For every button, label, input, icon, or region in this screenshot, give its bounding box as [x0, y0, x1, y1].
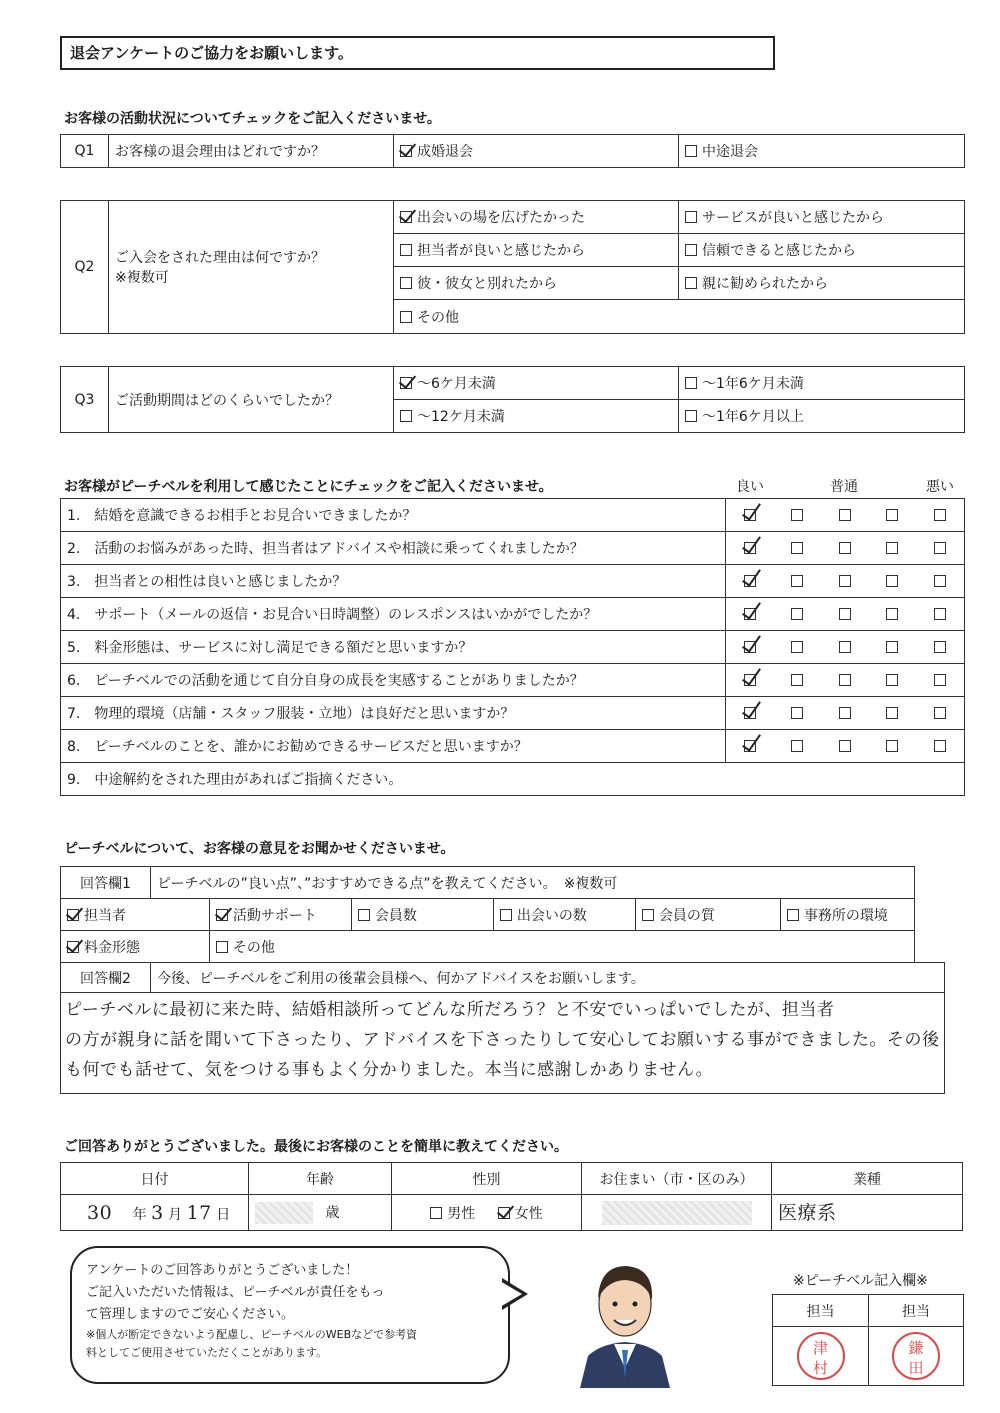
q1-number: Q1 [61, 135, 109, 168]
age-unit: 歳 [325, 1204, 340, 1221]
rating-header-normal: 普通 [830, 479, 858, 495]
q2-number: Q2 [61, 201, 109, 334]
rating-checkbox-icon[interactable] [839, 707, 851, 719]
checkbox-icon[interactable] [642, 909, 654, 921]
answer1-option-1[interactable]: 活動サポート [209, 899, 351, 931]
rating-checkbox-icon[interactable] [839, 608, 851, 620]
date-year-unit: 年 [132, 1206, 147, 1223]
q3-option-2[interactable]: ～12ケ月未満 [394, 400, 679, 433]
rating-checkbox-icon[interactable] [791, 608, 803, 620]
staff-table [772, 1294, 964, 1386]
address-redacted [602, 1201, 752, 1225]
stamp-text-1: 津村 [812, 1339, 828, 1377]
staff-stamp-cell-2 [869, 1327, 964, 1386]
rating-row [61, 664, 965, 697]
date-month: 3 [151, 1201, 164, 1224]
stamp-kamata [892, 1332, 940, 1380]
rating-checkbox-icon[interactable] [934, 707, 946, 719]
rating-header-bad: 悪い [926, 479, 954, 495]
rating-checkbox-icon[interactable] [934, 542, 946, 554]
answer1-option-5[interactable]: 事務所の環境 [780, 899, 914, 931]
bubble-line-2: て管理しますのでご安心ください。 [86, 1307, 295, 1322]
profile-age[interactable] [249, 1195, 392, 1231]
checkbox-icon[interactable] [787, 909, 799, 921]
rating-checkbox-icon[interactable] [934, 740, 946, 752]
answer1-option-4[interactable]: 会員の質 [635, 899, 780, 931]
rating-question: 3. 担当者との相性は良いと感じましたか？ [61, 565, 726, 598]
rating-checkbox-icon[interactable] [791, 674, 803, 686]
q2-option-0[interactable]: 出会いの場を広げたかった [394, 201, 679, 234]
rating-checkbox-icon[interactable] [886, 707, 898, 719]
checkbox-icon[interactable] [498, 1207, 510, 1219]
rating-checkbox-icon[interactable] [886, 740, 898, 752]
rating-checkbox-icon[interactable] [839, 740, 851, 752]
rating-checkbox-icon[interactable] [934, 509, 946, 521]
eye-left [613, 1302, 618, 1307]
rating-question: 7. 物理的環境（店舗・スタッフ服装・立地）は良好だと思いますか？ [61, 697, 726, 730]
answer2-line-0: ピーチベルに最初に来た時、結婚相談所ってどんな所だろう？と不安でいっぱいでしたが、担当者 [65, 1000, 835, 1020]
rating-checkbox-icon[interactable] [791, 707, 803, 719]
q2-option-2[interactable]: 担当者が良いと感じたから [394, 234, 679, 267]
rating-checkbox-icon[interactable] [886, 674, 898, 686]
q2-option-5[interactable]: 親に勧められたから [679, 267, 965, 300]
bubble-line-1: ご記入いただいた情報は、ピーチベルが責任をもっ [86, 1285, 385, 1300]
rating-question: 4. サポート（メールの返信・お見合い日時調整）のレスポンスはいかがでしたか？ [61, 598, 726, 631]
q3-table [60, 366, 965, 433]
rating-row [61, 499, 965, 532]
stamp-tsumura [797, 1332, 845, 1380]
staff-col2-label: 担当 [869, 1295, 964, 1327]
rating-row [61, 598, 965, 631]
gender-male-label: 男性 [447, 1205, 476, 1222]
checkbox-icon[interactable] [400, 244, 412, 256]
rating-checkbox-icon[interactable] [839, 509, 851, 521]
profile-table [60, 1162, 963, 1231]
checkbox-icon[interactable] [685, 244, 697, 256]
date-day: 17 [186, 1201, 212, 1224]
section3-heading: ピーチベルについて、お客様の意見をお聞かせくださいませ。 [64, 841, 455, 857]
industry-value: 医療系 [778, 1201, 837, 1224]
rating-header-good: 良い [736, 479, 764, 495]
checkbox-icon[interactable] [500, 909, 512, 921]
profile-header-date: 日付 [61, 1163, 249, 1195]
answer2-label: 回答欄2 [61, 963, 151, 993]
rating-question: 6. ピーチベルでの活動を通じて自分自身の成長を実感することがありましたか？ [61, 664, 726, 697]
rating-checkbox-icon[interactable] [839, 674, 851, 686]
checkbox-icon[interactable] [400, 311, 412, 323]
profile-industry[interactable] [772, 1195, 963, 1231]
rating-checkbox-icon[interactable] [934, 575, 946, 587]
q2-option-4[interactable]: 彼・彼女と別れたから [394, 267, 679, 300]
rating-question: 1. 結婚を意識できるお相手とお見合いできましたか？ [61, 499, 726, 532]
staff-heading: ※ピーチベル記入欄※ [793, 1273, 928, 1289]
eye-right [633, 1302, 638, 1307]
checkbox-icon[interactable] [685, 211, 697, 223]
q3-option-0[interactable]: ～6ケ月未満 [394, 367, 679, 400]
bubble-line-3: ※個人が断定できないよう配慮し、ピーチベルのWEBなどで参考資 [86, 1328, 418, 1341]
rating-checkbox-icon[interactable] [791, 509, 803, 521]
checkbox-icon[interactable] [67, 941, 79, 953]
checkbox-icon[interactable] [400, 277, 412, 289]
answer1-option-0[interactable]: 担当者 [61, 899, 210, 931]
profile-header-age: 年齢 [249, 1163, 392, 1195]
profile-date[interactable] [61, 1195, 249, 1231]
checkbox-icon[interactable] [400, 410, 412, 422]
checkbox-icon[interactable] [358, 909, 370, 921]
q2-option-1[interactable]: サービスが良いと感じたから [679, 201, 965, 234]
rating-table [60, 498, 965, 798]
rating-checkbox-icon[interactable] [886, 509, 898, 521]
date-year: 30 [87, 1201, 113, 1224]
q2-table [60, 200, 965, 334]
profile-gender[interactable] [392, 1195, 582, 1231]
rating-checkbox-icon[interactable] [886, 608, 898, 620]
q2-option-6[interactable]: その他 [394, 300, 965, 334]
profile-header-address: お住まい（市・区のみ） [582, 1163, 772, 1195]
checkbox-icon[interactable] [400, 377, 412, 389]
rating-checkbox-icon[interactable] [934, 641, 946, 653]
checkbox-icon[interactable] [685, 410, 697, 422]
rating-checkbox-icon[interactable] [744, 707, 756, 719]
rating-row-9 [61, 763, 965, 796]
rating-row [61, 532, 965, 565]
rating-question-9: 9. 中途解約をされた理由があればご指摘ください。 [61, 763, 965, 796]
section1-heading: お客様の活動状況についてチェックをご記入くださいませ。 [64, 111, 441, 127]
answer1-table [60, 866, 915, 963]
answer2-table [60, 962, 945, 1094]
section2-heading: お客様がピーチベルを利用して感じたことにチェックをご記入くださいませ。 [64, 479, 553, 495]
rating-checkbox-icon[interactable] [791, 740, 803, 752]
checkbox-icon[interactable] [400, 211, 412, 223]
checkbox-icon[interactable] [430, 1207, 442, 1219]
checkbox-icon[interactable] [216, 941, 228, 953]
bubble-tail-inner [500, 1281, 522, 1307]
q1-question: お客様の退会理由はどれですか？ [109, 135, 394, 168]
answer2-line-2: も何でも話せて、気をつける事もよく分かりました。本当に感謝しかありません。 [65, 1060, 714, 1080]
rating-row [61, 565, 965, 598]
rating-row [61, 631, 965, 664]
rating-question: 2. 活動のお悩みがあった時、担当者はアドバイスや相談に乗ってくれましたか？ [61, 532, 726, 565]
rating-checkbox-icon[interactable] [744, 674, 756, 686]
rating-question: 5. 料金形態は、サービスに対し満足できる額だと思いますか？ [61, 631, 726, 664]
rating-checkbox-icon[interactable] [744, 575, 756, 587]
checkbox-icon[interactable] [685, 277, 697, 289]
rating-checkbox-icon[interactable] [839, 641, 851, 653]
answer1-option-7[interactable]: その他 [209, 931, 914, 963]
rating-checkbox-icon[interactable] [791, 641, 803, 653]
checkbox-icon[interactable] [216, 909, 228, 921]
rating-checkbox-icon[interactable] [791, 575, 803, 587]
staff-stamp-cell-1 [773, 1327, 869, 1386]
rating-checkbox-icon[interactable] [744, 740, 756, 752]
stamp-text-2: 鎌田 [908, 1339, 924, 1377]
rating-checkbox-icon[interactable] [886, 641, 898, 653]
answer1-label: 回答欄1 [61, 867, 151, 899]
date-day-unit: 日 [216, 1206, 231, 1223]
rating-checkbox-icon[interactable] [934, 674, 946, 686]
rating-row [61, 730, 965, 763]
rating-checkbox-icon[interactable] [934, 608, 946, 620]
q2-note: ※複数可 [115, 270, 169, 286]
rating-checkbox-icon[interactable] [744, 641, 756, 653]
thank-you-bubble [70, 1246, 510, 1384]
checkbox-icon[interactable] [685, 145, 697, 157]
answer2-line-1: の方が親身に話を聞いて下さったり、アドバイスを下さったりして安心してお願いする事ができました。その後 [65, 1030, 940, 1050]
rating-checkbox-icon[interactable] [791, 542, 803, 554]
q3-question: ご活動期間はどのくらいでしたか？ [109, 367, 394, 433]
q1-option-0[interactable]: 成婚退会 [394, 135, 679, 168]
rating-checkbox-icon[interactable] [839, 575, 851, 587]
rating-checkbox-icon[interactable] [839, 542, 851, 554]
age-redacted [255, 1202, 313, 1224]
rating-checkbox-icon[interactable] [886, 542, 898, 554]
checkbox-icon[interactable] [67, 909, 79, 921]
q2-option-3[interactable]: 信頼できると感じたから [679, 234, 965, 267]
gender-female-label: 女性 [514, 1205, 543, 1222]
staff-col1-label: 担当 [773, 1295, 869, 1327]
q2-question-cell [109, 201, 394, 334]
profile-header-industry: 業種 [772, 1163, 963, 1195]
checkbox-icon[interactable] [685, 377, 697, 389]
bubble-line-4: 料としてご使用させていただくことがあります。 [86, 1346, 328, 1359]
answer2-prompt: 今後、ピーチベルをご利用の後輩会員様へ、何かアドバイスをお願いします。 [151, 963, 945, 993]
survey-title: 退会アンケートのご協力をお願いします。 [60, 36, 775, 70]
staff-illustration [570, 1248, 680, 1388]
rating-question: 8. ピーチベルのことを、誰かにお勧めできるサービスだと思いますか？ [61, 730, 726, 763]
answer1-option-6[interactable]: 料金形態 [61, 931, 210, 963]
q2-question: ご入会をされた理由は何ですか？ [115, 250, 325, 266]
answer1-prompt: ピーチベルの”良い点”、”おすすめできる点”を教えてください。 ※複数可 [151, 867, 915, 899]
rating-checkbox-icon[interactable] [886, 575, 898, 587]
profile-header-gender: 性別 [392, 1163, 582, 1195]
q3-number: Q3 [61, 367, 109, 433]
rating-checkbox-icon[interactable] [744, 608, 756, 620]
rating-row [61, 697, 965, 730]
rating-checkbox-icon[interactable] [744, 542, 756, 554]
answer1-option-2[interactable]: 会員数 [351, 899, 493, 931]
q1-table [60, 134, 965, 168]
profile-address[interactable] [582, 1195, 772, 1231]
bubble-line-0: アンケートのご回答ありがとうございました！ [86, 1263, 359, 1278]
q3-option-1[interactable]: ～1年6ケ月未満 [679, 367, 965, 400]
q3-option-3[interactable]: ～1年6ケ月以上 [679, 400, 965, 433]
answer1-option-3[interactable]: 出会いの数 [493, 899, 635, 931]
section4-heading: ご回答ありがとうございました。最後にお客様のことを簡単に教えてください。 [64, 1139, 568, 1155]
date-month-unit: 月 [168, 1206, 183, 1223]
rating-checkbox-icon[interactable] [744, 509, 756, 521]
answer2-response[interactable] [61, 993, 945, 1094]
q1-option-1[interactable]: 中途退会 [679, 135, 965, 168]
rating-grid [60, 498, 965, 796]
checkbox-icon[interactable] [400, 145, 412, 157]
